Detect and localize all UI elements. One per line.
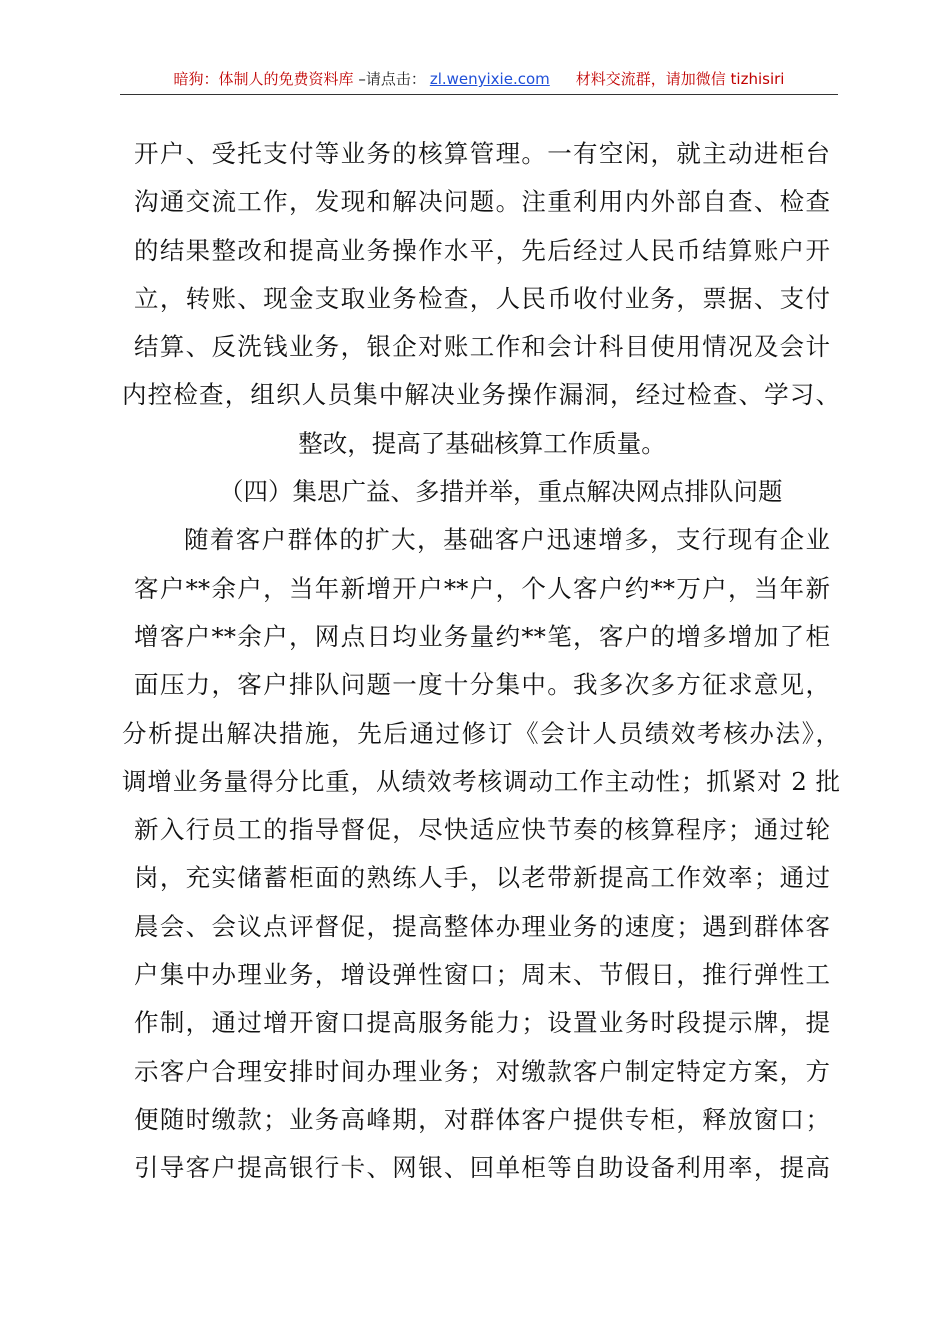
- header-brand: 暗狗：体制人的免费资料库: [173, 70, 354, 88]
- header-link[interactable]: zl.wenyixie.com: [429, 70, 550, 88]
- text-line: 客户**余户，当年新增开户**户，个人客户约**万户，当年新: [134, 573, 830, 603]
- text-line: 增客户**余户，网点日均业务量约**笔，客户的增多增加了柜: [134, 621, 830, 651]
- text-line: 新入行员工的指导督促，尽快适应快节奏的核算程序；通过轮: [134, 815, 830, 845]
- text-line: 的结果整改和提高业务操作水平，先后经过人民币结算账户开: [134, 235, 830, 265]
- text-line: 户集中办理业务，增设弹性窗口；周末、节假日，推行弹性工: [134, 960, 830, 990]
- text-line: 岗，充实储蓄柜面的熟练人手，以老带新提高工作效率；通过: [134, 863, 830, 893]
- text-line: 内控检查，组织人员集中解决业务操作漏洞，经过检查、学习、: [122, 380, 840, 410]
- text-line: 沟通交流工作，发现和解决问题。注重利用内外部自查、检查: [134, 187, 830, 217]
- text-line: 晨会、会议点评督促，提高整体办理业务的速度；遇到群体客: [134, 911, 830, 941]
- text-line: 面压力，客户排队问题一度十分集中。我多次多方征求意见，: [134, 670, 830, 700]
- text-line: 引导客户提高银行卡、网银、回单柜等自助设备利用率，提高: [134, 1153, 830, 1183]
- text-line: 便随时缴款；业务高峰期，对群体客户提供专柜，释放窗口；: [134, 1104, 830, 1134]
- text-line: 开户、受托支付等业务的核算管理。一有空闲，就主动进柜台: [134, 139, 830, 168]
- text-line: 结算、反洗钱业务，银企对账工作和会计科目使用情况及会计: [134, 332, 830, 362]
- text-line: 作制，通过增开窗口提高服务能力；设置业务时段提示牌，提: [134, 1008, 830, 1038]
- text-line: 示客户合理安排时间办理业务；对缴款客户制定特定方案，方: [134, 1056, 830, 1086]
- header-separator: –请点击：: [353, 70, 426, 88]
- header-contact: 材料交流群，请加微信 tizhisiri: [575, 70, 785, 88]
- paragraph-first-line: 随着客户群体的扩大，基础客户迅速增多，支行现有企业: [184, 525, 830, 555]
- page-header: [120, 68, 838, 95]
- text-line: 立，转账、现金支取业务检查，人民币收付业务，票据、支付: [134, 283, 830, 313]
- text-line: 分析提出解决措施，先后通过修订《会计人员绩效考核办法》，: [122, 718, 840, 748]
- section-heading: （四）集思广益、多措并举，重点解决网点排队问题: [219, 477, 783, 507]
- text-line: 调增业务量得分比重，从绩效考核调动工作主动性；抓紧对 2 批: [122, 766, 840, 796]
- document-body: [122, 130, 840, 1193]
- text-line: 整改，提高了基础核算工作质量。: [298, 428, 666, 458]
